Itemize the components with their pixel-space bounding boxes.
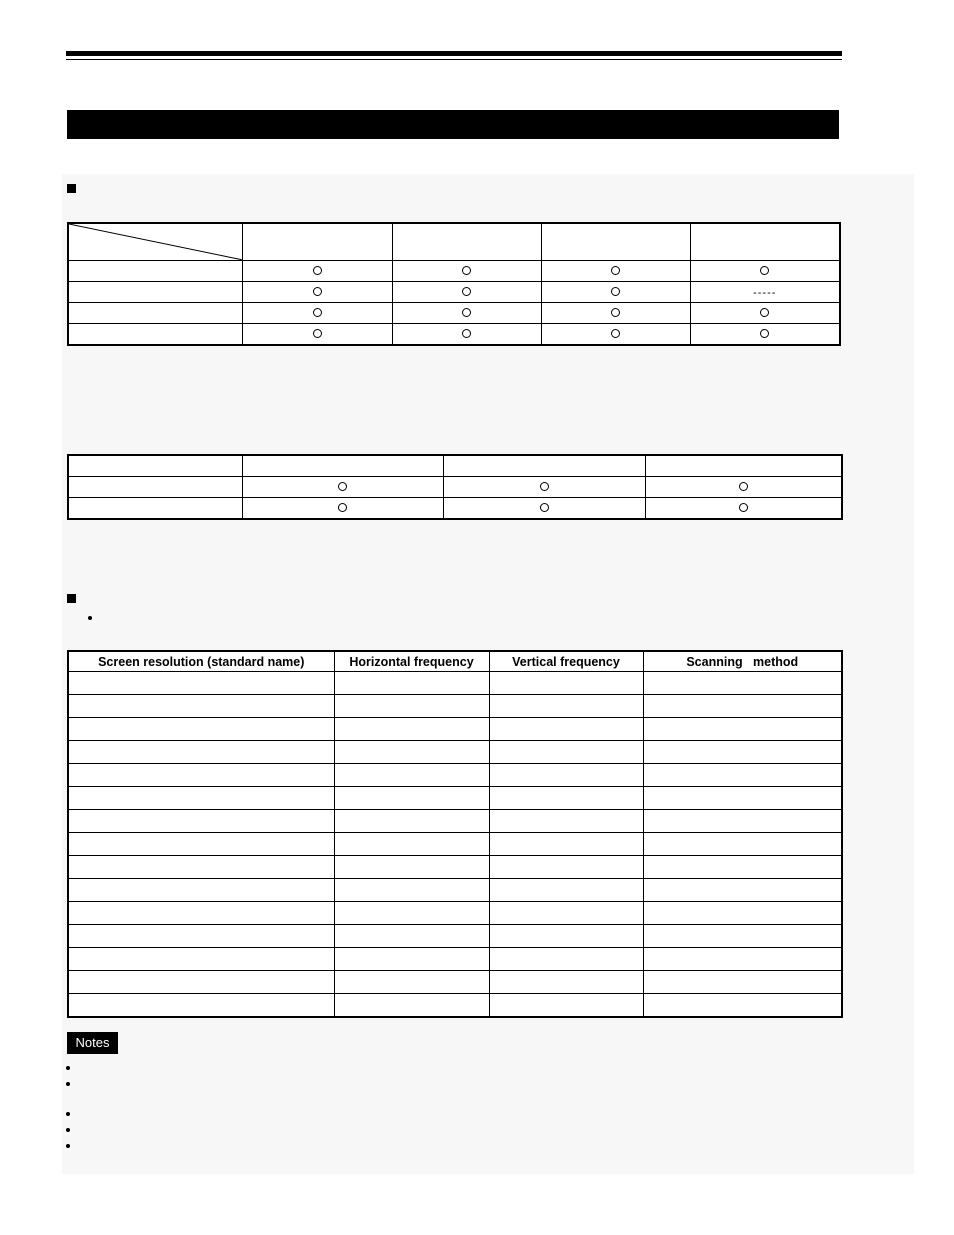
header-cell	[645, 455, 842, 477]
table-cell	[489, 787, 643, 810]
table-row	[68, 282, 840, 303]
circle-mark	[338, 482, 347, 491]
table-cell	[489, 672, 643, 695]
diagonal-line	[69, 224, 242, 260]
table-cell	[68, 718, 334, 741]
table-row	[68, 672, 842, 695]
table-cell	[643, 902, 842, 925]
table-cell	[643, 879, 842, 902]
circle-mark	[338, 503, 347, 512]
table-cell	[334, 833, 489, 856]
table-cell	[334, 925, 489, 948]
table-cell	[489, 925, 643, 948]
row-label	[68, 282, 242, 303]
table-cell	[334, 971, 489, 994]
table-cell	[68, 672, 334, 695]
table-cell	[443, 477, 645, 498]
table-row	[68, 498, 842, 520]
circle-mark	[540, 503, 549, 512]
table-cell	[242, 498, 443, 520]
table-cell	[489, 879, 643, 902]
table-cell	[242, 261, 392, 282]
table-cell	[392, 282, 541, 303]
table-cell	[643, 672, 842, 695]
table-cell	[489, 994, 643, 1018]
circle-mark	[540, 482, 549, 491]
signal-table	[67, 454, 843, 520]
circle-mark	[462, 329, 471, 338]
table-cell	[489, 833, 643, 856]
not-available-dash: -----	[753, 287, 777, 299]
table-row	[68, 477, 842, 498]
column-header-scanning-method: Scanning method	[643, 651, 842, 672]
table-cell	[68, 879, 334, 902]
circle-mark	[611, 308, 620, 317]
table-cell	[68, 948, 334, 971]
header-cell	[443, 455, 645, 477]
table-cell	[643, 741, 842, 764]
header-rule-thin	[66, 59, 842, 60]
table-cell	[489, 971, 643, 994]
circle-mark	[313, 287, 322, 296]
circle-mark	[313, 308, 322, 317]
table-cell	[489, 695, 643, 718]
circle-mark	[611, 266, 620, 275]
column-header-vertical-frequency: Vertical frequency	[489, 651, 643, 672]
table-row	[68, 324, 840, 346]
table-cell	[489, 856, 643, 879]
table-cell	[489, 810, 643, 833]
table-cell	[643, 948, 842, 971]
table-cell	[334, 718, 489, 741]
table-cell	[443, 498, 645, 520]
table-cell	[643, 764, 842, 787]
table-cell	[68, 787, 334, 810]
header-rule-thick	[66, 51, 842, 56]
column-header-resolution: Screen resolution (standard name)	[68, 651, 334, 672]
table-cell	[68, 741, 334, 764]
table-row	[68, 695, 842, 718]
table-row	[68, 994, 842, 1018]
table-cell	[541, 303, 690, 324]
table-cell	[392, 324, 541, 346]
table-cell	[68, 833, 334, 856]
table-row	[68, 303, 840, 324]
table-cell	[643, 718, 842, 741]
table-cell	[334, 902, 489, 925]
table-row	[68, 925, 842, 948]
table-row	[68, 879, 842, 902]
compatibility-table	[67, 222, 841, 346]
table-row	[68, 948, 842, 971]
table-header-row	[68, 455, 842, 477]
table-row	[68, 833, 842, 856]
table-cell	[541, 282, 690, 303]
table-row	[68, 856, 842, 879]
table-cell	[334, 695, 489, 718]
row-label	[68, 498, 242, 520]
table-cell	[68, 764, 334, 787]
row-label	[68, 303, 242, 324]
note-bullet	[66, 1066, 70, 1070]
circle-mark	[313, 329, 322, 338]
table-cell	[489, 902, 643, 925]
table-row	[68, 718, 842, 741]
table-cell	[334, 948, 489, 971]
table-cell	[643, 833, 842, 856]
circle-mark	[611, 287, 620, 296]
circle-mark	[760, 266, 769, 275]
header-cell	[690, 223, 840, 261]
table-cell	[643, 695, 842, 718]
circle-mark	[739, 503, 748, 512]
table-cell	[334, 994, 489, 1018]
header-cell	[392, 223, 541, 261]
table-cell	[690, 282, 840, 303]
table-cell	[68, 994, 334, 1018]
header-cell	[242, 223, 392, 261]
circle-mark	[462, 287, 471, 296]
table-cell	[242, 477, 443, 498]
note-bullet	[66, 1112, 70, 1116]
table-cell	[334, 810, 489, 833]
table-cell	[68, 695, 334, 718]
table-row	[68, 261, 840, 282]
note-bullet	[66, 1144, 70, 1148]
header-cell	[68, 455, 242, 477]
table-cell	[68, 902, 334, 925]
table-cell	[690, 261, 840, 282]
table-cell	[690, 303, 840, 324]
table-cell	[392, 303, 541, 324]
row-label	[68, 261, 242, 282]
table-cell	[334, 787, 489, 810]
table-cell	[242, 303, 392, 324]
table-header-row	[68, 223, 840, 261]
circle-mark	[462, 308, 471, 317]
table-cell	[68, 856, 334, 879]
table-cell	[541, 261, 690, 282]
circle-mark	[462, 266, 471, 275]
table-cell	[643, 994, 842, 1018]
notes-label: Notes	[67, 1032, 118, 1054]
table-cell	[242, 324, 392, 346]
table-cell	[643, 925, 842, 948]
section-title-bar	[67, 110, 839, 139]
diagonal-header-cell	[68, 223, 242, 261]
table-cell	[643, 787, 842, 810]
table-cell	[334, 856, 489, 879]
table-cell	[334, 879, 489, 902]
table-cell	[68, 925, 334, 948]
table-cell	[690, 324, 840, 346]
table-cell	[334, 764, 489, 787]
table-cell	[541, 324, 690, 346]
table-cell	[643, 971, 842, 994]
header-cell	[541, 223, 690, 261]
table-header-row	[68, 651, 842, 672]
table-row	[68, 971, 842, 994]
table-row	[68, 764, 842, 787]
table-cell	[68, 810, 334, 833]
header-cell	[242, 455, 443, 477]
table-cell	[392, 261, 541, 282]
table-row	[68, 741, 842, 764]
circle-mark	[760, 329, 769, 338]
circle-mark	[313, 266, 322, 275]
circle-mark	[611, 329, 620, 338]
table-cell	[489, 741, 643, 764]
table-row	[68, 902, 842, 925]
table-cell	[643, 810, 842, 833]
table-cell	[645, 498, 842, 520]
table-row	[68, 787, 842, 810]
table-cell	[643, 856, 842, 879]
row-label	[68, 477, 242, 498]
table-cell	[68, 971, 334, 994]
resolution-table	[67, 650, 843, 1018]
note-bullet	[66, 1128, 70, 1132]
circle-mark	[739, 482, 748, 491]
table-cell	[645, 477, 842, 498]
circle-mark	[760, 308, 769, 317]
column-header-horizontal-frequency: Horizontal frequency	[334, 651, 489, 672]
table-cell	[489, 718, 643, 741]
section-square-marker	[67, 184, 76, 193]
section-square-marker	[67, 594, 76, 603]
row-label	[68, 324, 242, 346]
table-cell	[489, 764, 643, 787]
table-cell	[242, 282, 392, 303]
bullet-dot	[88, 616, 92, 620]
table-row	[68, 810, 842, 833]
note-bullet	[66, 1082, 70, 1086]
table-cell	[334, 741, 489, 764]
table-cell	[334, 672, 489, 695]
resolution-table-body	[68, 672, 842, 1018]
table-cell	[489, 948, 643, 971]
